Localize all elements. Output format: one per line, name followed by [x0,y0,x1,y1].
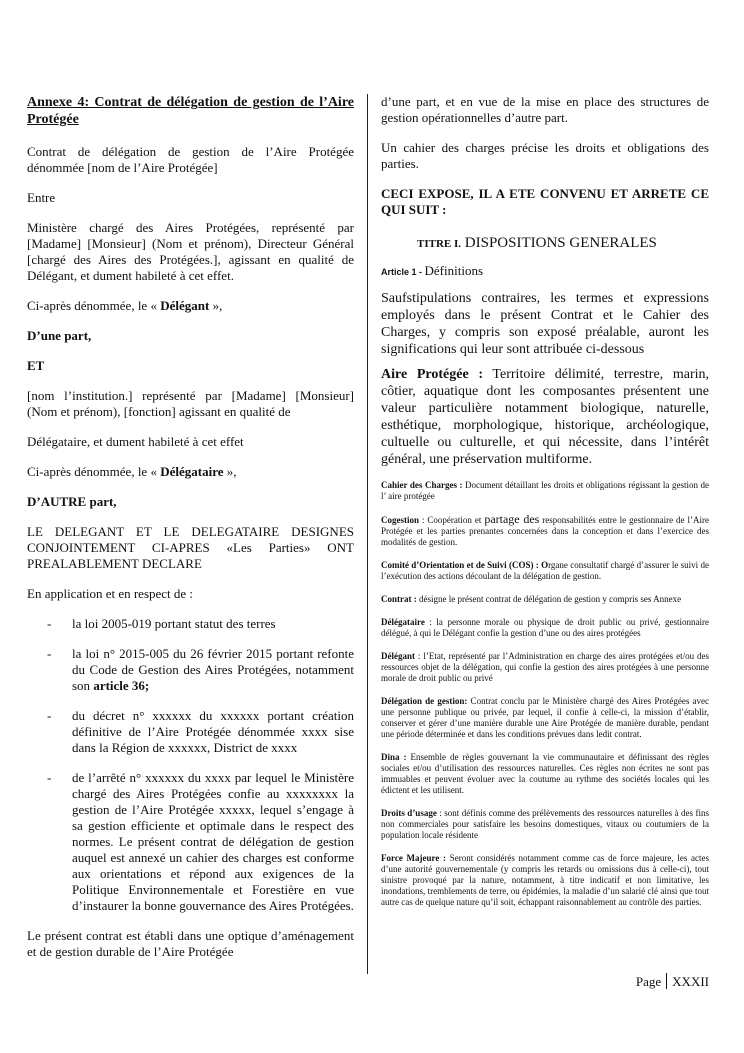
definition-item: Dina : Ensemble de règles gouvernant la vie communautaire et définissant des règles sociales et/ou d’utilisation des ressources naturelles. Ces règles non écrites ne sont pas immuables et peuvent évoluer avec la coutume au rythme des sociétés locales qui les édictent et les utilisent. [381,752,709,795]
et-label: ET [27,358,45,373]
delegataire-designation: Ci-après dénommée, le « Délégataire », [27,464,237,479]
definition-item: Cogestion : Coopération et partage des responsabilités entre le gestionnaire de l’Aire Protégée et les parties prenantes concernées dans la conception et dans l’exercice des modalités de gestion. [381,512,709,547]
page-number: XXXII [672,974,709,989]
definition-item: Délégant : l’Etat, représenté par l’Administration en charge des aires protégées et/ou des ressources objet de la délégation, qui confie la gestion des aires protégées à une personne morale de droit public ou privé [381,651,709,683]
agreement-heading: CECI EXPOSE, IL A ETE CONVENU ET ARRETE CE QUI SUIT : [381,186,709,217]
list-item: - la loi 2005-019 portant statut des terres [47,616,276,631]
right-column [381,94,709,908]
definition-item: Délégation de gestion: Contrat conclu par le Ministère chargé des Aires Protégées avec une personne publique ou privée, par lequel, il confie à celle-ci, la mission d’établir, conserver et gérer d’une manière durable une Aire Protégée de manière durable, pendant une période déterminée et dans les conditions prévues dans ledit contrat. [381,696,709,739]
page-footer [636,973,709,990]
legal-references-list [27,616,354,914]
aire-protegee-definition: Aire Protégée : Territoire délimité, terrestre, marin, côtier, aquatique dont les composantes présentent une valeur particulière notamment biologique, naturelle, esthétique, morphologique, historique, archéologique, cultuelle ou culturelle, et qui nécessite, dans l’intérêt général, une préservation multiforme. [381,367,710,467]
definition-item: Contrat : désigne le présent contrat de délégation de gestion y compris ses Annexe [381,594,682,604]
list-item: - du décret n° xxxxxx du xxxxxx portant création définitive de l’Aire Protégée dénommée xxxx sise dans la Région de xxxxxx, District de xxxx [47,708,354,755]
contract-purpose: Le présent contrat est établi dans une optique d’aménagement et de gestion durable de l’Aire Protégée [27,928,354,959]
ministry-paragraph: Ministère chargé des Aires Protégées, représenté par [Madame] [Monsieur] (Nom et prénom), Directeur Général [chargé des Aires des Protégées.], agissant en qualité de Délégant, et dument habileté à cet effet. [27,220,354,283]
parties-declaration: LE DELEGANT ET LE DELEGATAIRE DESIGNES CONJOINTEMENT CI-APRES «Les Parties» ONT PREALABLEMENT DECLARE [27,524,354,571]
definition-item: Droits d’usage : sont définis comme des prélèvements des ressources naturelles à des fins non commerciales pour satisfaire les besoins domestiques, vitaux ou coutumiers de la population locale résidente [381,808,709,840]
column-divider [367,94,368,974]
definition-item: Force Majeure : Seront considérés notamment comme cas de force majeure, les actes d’une autorité gouvernementale (y compris les retards ou omissions dus à celle-ci), tout sinistre provoqué par la nature, notamment, à titre indicatif et non limitative, les inondations, tremblements de terre, ou épidémies, la maladie d’un salarié clé ainsi que tout autre cas de quelque nature qu’il soit, échappant raisonnablement au contrôle des parties. [381,853,710,907]
definition-item: Comité d’Orientation et de Suivi (COS) : Organe consultatif chargé d’assurer le suivi de l’exécution des actions découlant de la délégation de gestion. [381,560,709,581]
dautre-part: D’AUTRE part, [27,494,117,509]
page-label: Page [635,974,662,989]
delegant-designation: Ci-après dénommée, le « Délégant », [27,298,223,313]
titre-heading: TITRE I. DISPOSITIONS GENERALES [417,235,657,251]
continued-paragraph: d’une part, et en vue de la mise en place des structures de gestion opérationnelles d’autre part. [381,94,709,125]
cahier-paragraph: Un cahier des charges précise les droits et obligations des parties. [381,140,709,171]
delegataire-paragraph: Délégataire, et dument habileté à cet effet [27,434,244,449]
list-item: - la loi n° 2015-005 du 26 février 2015 portant refonte du Code de Gestion des Aires Protégées, notamment son article 36; [47,646,354,693]
list-item: - de l’arrêté n° xxxxxx du xxxx par lequel le Ministère chargé des Aires Protégées confie au xxxxxxxx la gestion de l’Aire Protégée xxxxx, lequel s’engage à sa gestion efficiente et optimale dans le respect des normes. Le présent contrat de délégation de gestion auquel est annexé un cahier des charges est conforme aux orientations et répond aux exigences de la Politique Environnementale et Forestière en vue d’instaurer la bonne gouvernance des Aires Protégées. [47,770,354,913]
definition-item: Cahier des Charges : Document détaillant les droits et obligations régissant la gestion de l’ aire protégée [381,480,710,501]
annex-title: Annexe 4: Contrat de délégation de gestion de l’Aire Protégée [27,95,354,127]
left-column [27,94,354,960]
contract-intro: Contrat de délégation de gestion de l’Aire Protégée dénommée [nom de l’Aire Protégée] [27,144,354,175]
definition-item: Délégataire : la personne morale ou physique de droit public ou privé, gestionnaire délégué, à qui le Délégant confie la gestion d’une ou des aires protégées [381,617,709,638]
entre-label: Entre [27,190,56,205]
footer-separator [666,973,667,989]
article-heading: Article 1 - Définitions [381,263,484,278]
institution-paragraph: [nom l’institution.] représenté par [Madame] [Monsieur] (Nom et prénom), [fonction] agissant en qualité de [27,388,354,419]
application-intro: En application et en respect de : [27,586,194,601]
dune-part: D’une part, [27,328,92,343]
definitions-intro: Saufstipulations contraires, les termes et expressions employés dans le présent Contrat et le Cahier des Charges, y compris son exposé préalable, auront les significations qui leur sont attribuée ci-dessous [381,291,709,357]
